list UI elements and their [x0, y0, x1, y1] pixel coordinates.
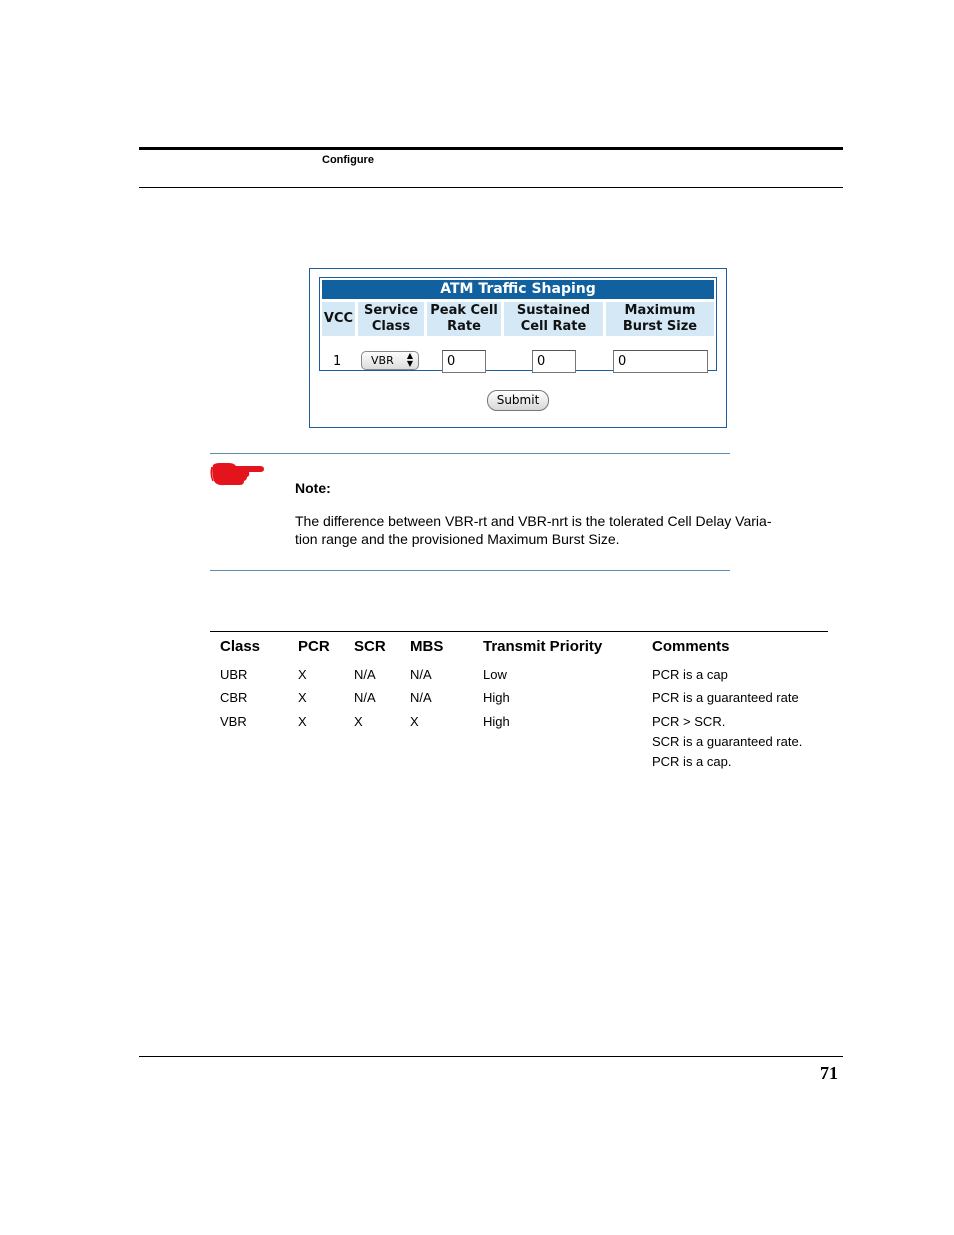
- column-header-vcc: VCC: [322, 302, 355, 336]
- column-header-service-class: Service Class: [358, 302, 424, 336]
- column-header-maximum-burst-size: Maximum Burst Size: [606, 302, 714, 336]
- atm-traffic-shaping-table: [319, 277, 717, 371]
- submit-button[interactable]: Submit: [487, 390, 549, 411]
- table-cell-pcr: X: [298, 690, 307, 705]
- header-bottom-rule: [139, 187, 843, 188]
- note-body: The difference between VBR-rt and VBR-nrt is the tolerated Cell Delay Varia- tion range and the provisioned Maximum Burst Size.: [295, 513, 772, 547]
- vcc-value: 1: [333, 354, 342, 369]
- atm-traffic-shaping-panel: [309, 268, 727, 428]
- table-cell-priority: High: [483, 690, 510, 705]
- panel-title: ATM Traffic Shaping: [322, 280, 714, 299]
- note-top-rule: [210, 453, 730, 454]
- table-cell-mbs: N/A: [410, 667, 432, 682]
- table-cell-comment: PCR is a cap: [652, 667, 728, 682]
- table-cell-mbs: N/A: [410, 690, 432, 705]
- table-cell-scr: N/A: [354, 667, 376, 682]
- table-cell-class: VBR: [220, 714, 247, 729]
- section-label: Configure: [322, 154, 374, 166]
- column-header-sustained-cell-rate: Sustained Cell Rate: [504, 302, 603, 336]
- max-burst-size-input[interactable]: 0: [613, 350, 708, 373]
- table-cell-comment: PCR > SCR.: [652, 714, 726, 729]
- table-cell-pcr: X: [298, 667, 307, 682]
- sustained-cell-rate-input[interactable]: 0: [532, 350, 576, 373]
- table-header-comments: Comments: [652, 638, 730, 655]
- table-cell-scr: X: [354, 714, 363, 729]
- table-cell-pcr: X: [298, 714, 307, 729]
- table-header-transmit-priority: Transmit Priority: [483, 638, 603, 655]
- table-cell-priority: Low: [483, 667, 507, 682]
- table-cell-comment: SCR is a guaranteed rate.: [652, 734, 803, 749]
- updown-arrows-icon: ▲ ▼: [406, 351, 413, 368]
- table-header-scr: SCR: [354, 638, 386, 655]
- page-number: 71: [820, 1063, 838, 1083]
- table-cell-scr: N/A: [354, 690, 376, 705]
- table-header-class: Class: [220, 638, 261, 655]
- table-cell-class: CBR: [220, 690, 248, 705]
- table-cell-class: UBR: [220, 667, 248, 682]
- service-class-select[interactable]: [361, 351, 419, 370]
- table-cell-comment: PCR is a cap.: [652, 754, 732, 769]
- table-header-mbs: MBS: [410, 638, 444, 655]
- footer-rule: [139, 1056, 843, 1057]
- note-bottom-rule: [210, 570, 730, 571]
- service-class-selected: VBR: [371, 354, 394, 367]
- class-table-rule: [210, 631, 828, 632]
- pointing-hand-icon: [210, 459, 264, 487]
- table-cell-priority: High: [483, 714, 510, 729]
- header-top-rule: [139, 147, 843, 150]
- table-cell-mbs: X: [410, 714, 419, 729]
- table-cell-comment: PCR is a guaranteed rate: [652, 690, 799, 705]
- table-header-pcr: PCR: [298, 638, 330, 655]
- note-title: Note:: [295, 480, 331, 496]
- column-header-peak-cell-rate: Peak Cell Rate: [427, 302, 501, 336]
- peak-cell-rate-input[interactable]: 0: [442, 350, 486, 373]
